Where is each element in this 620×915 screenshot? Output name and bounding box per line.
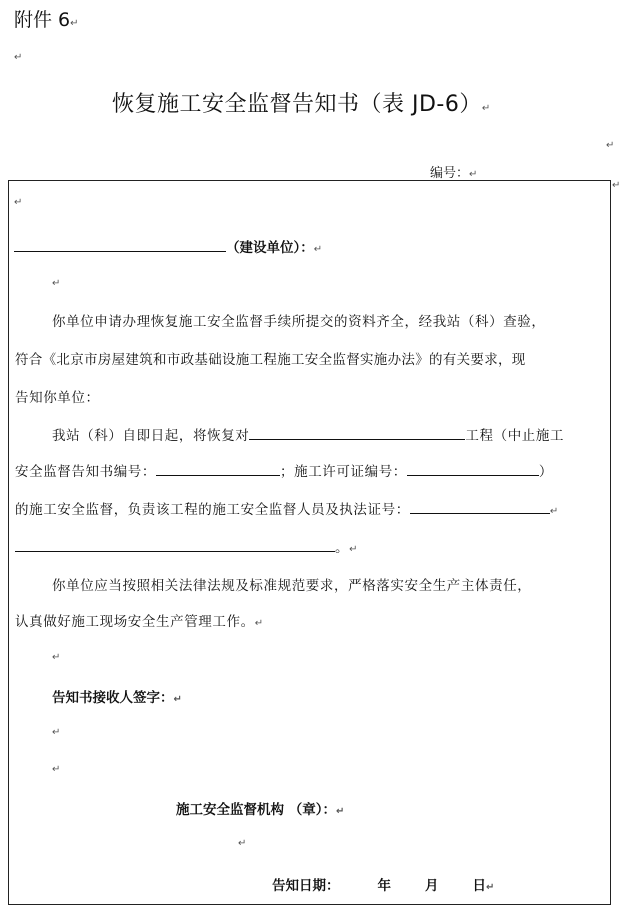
paragraph-2-line-4: 。↵	[15, 536, 358, 556]
paragraph-mark: ↵	[14, 197, 23, 208]
paragraph-mark: ↵	[52, 278, 61, 289]
construction-unit-blank[interactable]	[14, 237, 226, 252]
attachment-label: 附件 6↵	[14, 9, 79, 31]
construction-unit-label: （建设单位）：	[226, 240, 314, 256]
paragraph-1-line-2: 符合《北京市房屋建筑和市政基础设施工程施工安全监督实施办法》的有关要求，现	[15, 352, 526, 368]
construction-permit-number-blank[interactable]	[407, 461, 539, 476]
suspension-notice-number-blank[interactable]	[156, 461, 280, 476]
project-name-blank[interactable]	[249, 425, 465, 440]
paragraph-mark: ↵	[52, 764, 61, 775]
paragraph-3-line-2: 认真做好施工现场安全生产管理工作。↵	[15, 614, 264, 630]
paragraph-1-line-3: 告知你单位：	[15, 390, 100, 406]
paragraph-mark: ↵	[14, 52, 23, 63]
recipient-line: （建设单位）：↵	[14, 236, 322, 256]
supervisor-license-blank[interactable]	[410, 499, 550, 514]
paragraph-mark: ↵	[52, 727, 61, 738]
supervision-agency-seal: 施工安全监督机构 （章）：↵	[176, 802, 345, 818]
paragraph-mark: ↵	[52, 652, 61, 663]
paragraph-mark: ↵	[238, 838, 247, 849]
paragraph-3-line-1: 你单位应当按照相关法律法规及标准规范要求，严格落实安全生产主体责任，	[52, 578, 532, 594]
paragraph-2-line-2: 安全监督告知书编号： ；施工许可证编号： ）	[15, 460, 553, 480]
supervisor-license-blank-continued[interactable]	[15, 537, 335, 552]
paragraph-mark: ↵	[606, 140, 615, 151]
notice-date: 告知日期： 年 月 日↵	[272, 878, 495, 894]
recipient-signature: 告知书接收人签字：↵	[52, 690, 182, 706]
paragraph-1-line-1: 你单位申请办理恢复施工安全监督手续所提交的资料齐全，经我站（科）查验，	[52, 314, 546, 330]
paragraph-mark: ↵	[612, 180, 620, 191]
document-number: 编号：↵	[430, 166, 478, 181]
paragraph-2-line-3: 的施工安全监督，负责该工程的施工安全监督人员及执法证号： ↵	[15, 498, 559, 518]
paragraph-2-line-1: 我站（科）自即日起，将恢复对 工程（中止施工	[52, 424, 564, 444]
document-title: 恢复施工安全监督告知书（表 JD-6）↵	[112, 92, 491, 117]
